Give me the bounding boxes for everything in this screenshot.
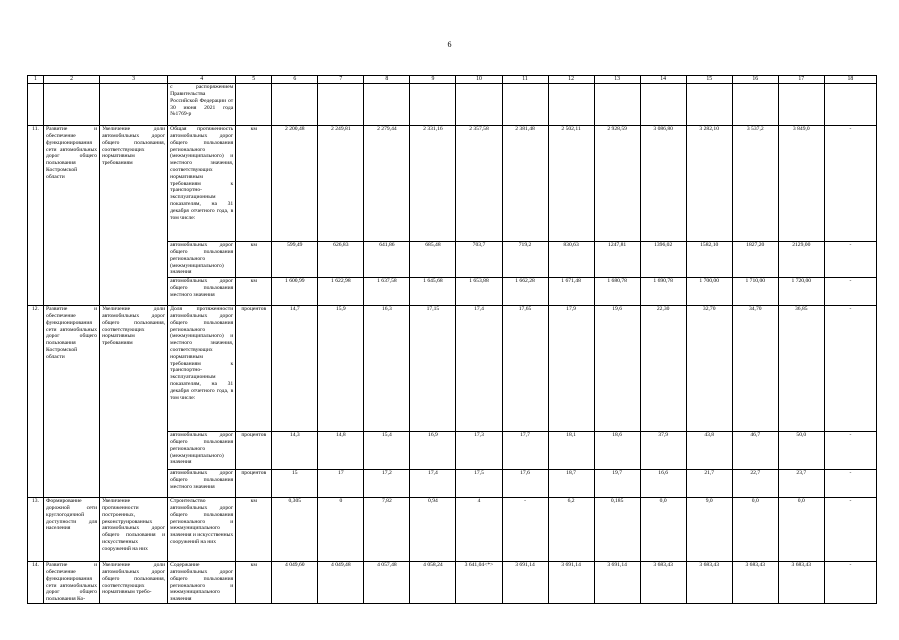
value-cell: 1 690,78 (640, 278, 686, 306)
column-number-header: 11 (502, 76, 548, 84)
value-cell: 9,0 (686, 498, 732, 562)
value-cell: 15,9 (318, 306, 364, 432)
value-cell: 2 331,16 (410, 126, 456, 242)
value-cell: 46,7 (732, 432, 778, 470)
value-cell: 14,7 (272, 306, 318, 432)
value-cell: 1 645,68 (410, 278, 456, 306)
value-cell: 17,4 (410, 470, 456, 498)
value-cell: 1827,20 (732, 242, 778, 278)
indicator-cell: Строительство автомобильных дорог общего пользования регионального и межмуниципального значения и искусственных сооружений на них (168, 498, 236, 562)
value-cell: 36,85 (778, 306, 824, 432)
value-cell: 3 849,0 (778, 126, 824, 242)
value-cell: 14,8 (318, 432, 364, 470)
value-cell: 685,48 (410, 242, 456, 278)
table-row (28, 306, 877, 432)
indicator-cell: Содержание автомобильных дорог общего пользования регионального и межмуниципального значения (168, 562, 236, 604)
value-cell: 1 710,00 (732, 278, 778, 306)
value-cell: 4 058,24 (410, 562, 456, 604)
value-cell: 0 (318, 498, 364, 562)
value-cell: 2 357,58 (456, 126, 502, 242)
value-cell: 641,86 (364, 242, 410, 278)
continuation-row (28, 84, 877, 126)
unit-cell: км (236, 562, 272, 604)
result-cell: Увеличение протяженности построенных, реконструированных автомобильных дорог общего пользования и искусственных сооружений на них (100, 498, 168, 562)
column-number-header: 18 (824, 76, 876, 84)
value-cell: 4 049,60 (272, 562, 318, 604)
value-cell-last: - (824, 306, 876, 432)
column-number-header: 5 (236, 76, 272, 84)
unit-cell: км (236, 278, 272, 306)
value-cell: 1 622,98 (318, 278, 364, 306)
value-cell: 18,1 (548, 432, 594, 470)
value-cell: 16,3 (364, 306, 410, 432)
value-cell: 17,65 (502, 306, 548, 432)
value-cell: 0,0 (640, 498, 686, 562)
value-cell: 3 683,43 (686, 562, 732, 604)
value-cell: 1396,02 (640, 242, 686, 278)
column-number-header: 16 (732, 76, 778, 84)
value-cell: 15 (272, 470, 318, 498)
header-row (28, 76, 877, 84)
value-cell: 15,4 (364, 432, 410, 470)
value-cell: 17 (318, 470, 364, 498)
value-cell: 830,63 (548, 242, 594, 278)
value-cell: 21,7 (686, 470, 732, 498)
column-number-header: 6 (272, 76, 318, 84)
value-cell: 2 381,48 (502, 126, 548, 242)
value-cell: 0,305 (272, 498, 318, 562)
value-cell: 3 086,80 (640, 126, 686, 242)
value-cell-last: - (824, 126, 876, 242)
value-cell: 16,9 (410, 432, 456, 470)
value-cell: 2 249,81 (318, 126, 364, 242)
value-cell: 19,6 (594, 306, 640, 432)
column-number-header: 17 (778, 76, 824, 84)
unit-cell: км (236, 242, 272, 278)
column-number-header: 14 (640, 76, 686, 84)
result-cell: Увеличение доли автомобильных дорог общего пользования, соответствующих нормативным требо- (100, 562, 168, 604)
row-number: 13. (28, 498, 44, 562)
result-cell: Увеличение доли автомобильных дорог общего пользования, соответствующих нормативным требованиям (100, 126, 168, 306)
value-cell-last: - (824, 432, 876, 470)
indicator-cell: автомобильных дорог общего пользования регионального (межмуниципального) значения (168, 242, 236, 278)
value-cell: 17,2 (364, 470, 410, 498)
column-number-header: 8 (364, 76, 410, 84)
value-cell: 4 049,48 (318, 562, 364, 604)
value-cell: 18,7 (548, 470, 594, 498)
result-cell: Увеличение доли автомобильных дорог общего пользования, соответствующих нормативным требованиям (100, 306, 168, 498)
column-number-header: 9 (410, 76, 456, 84)
value-cell: 17,7 (502, 432, 548, 470)
value-cell: 3 282,10 (686, 126, 732, 242)
row-number: 12. (28, 306, 44, 498)
task-cell: Развитие и обеспечение функционирования сети автомобильных дорог общего пользования Костромской области (44, 306, 100, 498)
value-cell: 1 671,48 (548, 278, 594, 306)
value-cell: 23,7 (778, 470, 824, 498)
value-cell: 17,9 (548, 306, 594, 432)
value-cell-last: - (824, 470, 876, 498)
value-cell: 2 279,44 (364, 126, 410, 242)
column-number-header: 7 (318, 76, 364, 84)
value-cell: 2 502,11 (548, 126, 594, 242)
indicators-table (27, 75, 877, 604)
column-number-header: 4 (168, 76, 236, 84)
value-cell: 3 683,43 (640, 562, 686, 604)
value-cell: 1 720,00 (778, 278, 824, 306)
value-cell: - (502, 498, 548, 562)
column-number-header: 12 (548, 76, 594, 84)
value-cell: 1 700,00 (686, 278, 732, 306)
table-row (28, 126, 877, 242)
value-cell: 19,7 (594, 470, 640, 498)
task-cell: Формирование дорожной сети круглогодичной доступности для населения (44, 498, 100, 562)
value-cell-last: - (824, 562, 876, 604)
value-cell: 1 653,88 (456, 278, 502, 306)
value-cell: 626,83 (318, 242, 364, 278)
value-cell: 34,70 (732, 306, 778, 432)
value-cell: 3 641,04<*> (456, 562, 502, 604)
task-cell: Развитие и обеспечение функционирования сети автомобильных дорог общего пользования Ко- (44, 562, 100, 604)
value-cell: 3 537,2 (732, 126, 778, 242)
unit-cell: процентов (236, 470, 272, 498)
task-cell: Развитие и обеспечение функционирования сети автомобильных дорог общего пользования Костромской области (44, 126, 100, 306)
value-cell: 32,70 (686, 306, 732, 432)
value-cell: 1 680,78 (594, 278, 640, 306)
value-cell: 0,0 (778, 498, 824, 562)
value-cell-last: - (824, 242, 876, 278)
value-cell: 17,5 (456, 470, 502, 498)
value-cell: 43,8 (686, 432, 732, 470)
value-cell: 22,30 (640, 306, 686, 432)
column-number-header: 13 (594, 76, 640, 84)
value-cell: 50,0 (778, 432, 824, 470)
value-cell: 1 662,28 (502, 278, 548, 306)
value-cell: 2 928,59 (594, 126, 640, 242)
page-number: 6 (447, 40, 452, 49)
value-cell-last: - (824, 278, 876, 306)
indicator-cell: Доля протяженности автомобильных дорог общего пользования регионального (межмуниципального) и местного значения, соответствующих нормативным требованиям к транспортно-эксплуатационным показателям, на 31 декабря отчетного года, в том числе: (168, 306, 236, 432)
value-cell: 7,82 (364, 498, 410, 562)
row-number: 14. (28, 562, 44, 604)
value-cell: 1247,81 (594, 242, 640, 278)
row-number: 11. (28, 126, 44, 306)
value-cell: 3 683,43 (732, 562, 778, 604)
value-cell: 2129,00 (778, 242, 824, 278)
value-cell: 17,3 (456, 432, 502, 470)
value-cell: 1 600,99 (272, 278, 318, 306)
value-cell: 4 057,48 (364, 562, 410, 604)
value-cell: 4 (456, 498, 502, 562)
value-cell: 3 691,14 (548, 562, 594, 604)
value-cell: 17,6 (502, 470, 548, 498)
column-number-header: 2 (44, 76, 100, 84)
value-cell: 17,15 (410, 306, 456, 432)
table-row (28, 498, 877, 562)
value-cell: 1582,10 (686, 242, 732, 278)
column-number-header: 15 (686, 76, 732, 84)
value-cell: 0,0 (732, 498, 778, 562)
column-number-header: 10 (456, 76, 502, 84)
continuation-indicator-text: с распоряжением Правительства Российской Федерации от 30 июня 2021 года №1769-р (168, 84, 236, 126)
unit-cell: км (236, 498, 272, 562)
table-row (28, 562, 877, 604)
value-cell: 6,2 (548, 498, 594, 562)
indicator-cell: автомобильных дорог общего пользования местного значения (168, 278, 236, 306)
value-cell: 0,94 (410, 498, 456, 562)
unit-cell: процентов (236, 306, 272, 432)
value-cell: 18,6 (594, 432, 640, 470)
value-cell: 719,2 (502, 242, 548, 278)
value-cell: 16,6 (640, 470, 686, 498)
value-cell: 3 683,43 (778, 562, 824, 604)
value-cell: 14,3 (272, 432, 318, 470)
value-cell: 2 200,48 (272, 126, 318, 242)
value-cell: 37,9 (640, 432, 686, 470)
indicator-cell: автомобильных дорог общего пользования регионального (межмуниципального) значения (168, 432, 236, 470)
value-cell: 3 691,14 (502, 562, 548, 604)
value-cell: 0,185 (594, 498, 640, 562)
value-cell: 703,7 (456, 242, 502, 278)
column-number-header: 3 (100, 76, 168, 84)
indicator-cell: автомобильных дорог общего пользования местного значения (168, 470, 236, 498)
value-cell: 3 691,14 (594, 562, 640, 604)
indicator-cell: Общая протяженность автомобильных дорог общего пользования регионального (межмуниципального) и местного значения, соответствующих нормативным требованиям к транспортно-эксплуатационным показателям, на 31 декабря отчетного года, в том числе: (168, 126, 236, 242)
value-cell-last: - (824, 498, 876, 562)
value-cell: 22,7 (732, 470, 778, 498)
value-cell: 599,49 (272, 242, 318, 278)
column-number-header: 1 (28, 76, 44, 84)
value-cell: 1 637,58 (364, 278, 410, 306)
unit-cell: процентов (236, 432, 272, 470)
unit-cell: км (236, 126, 272, 242)
value-cell: 17,4 (456, 306, 502, 432)
